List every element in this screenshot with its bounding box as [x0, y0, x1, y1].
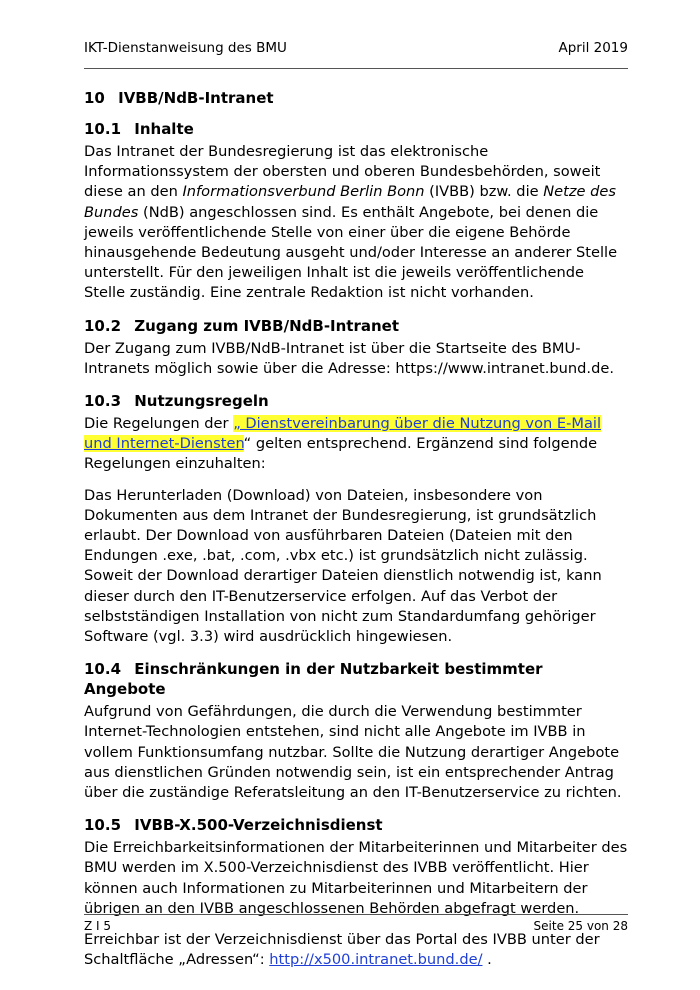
text-run: Das Intranet der Bundesregierung ist das elektronische Informationssystem der obersten und oberen Bundesbehörden, soweit diese an den	[84, 143, 601, 201]
section-10-5-heading	[84, 815, 629, 835]
section-title: IVBB/NdB-Intranet	[118, 89, 274, 107]
section-10-5-paragraph-2	[84, 930, 629, 970]
footer-page-number: Seite 25 von 28	[533, 919, 628, 933]
header-document-title: IKT-Dienstanweisung des BMU	[84, 40, 287, 56]
italic-term-ivbb: Informationsverbund Berlin Bonn	[182, 183, 425, 201]
italic-term-ndb: Netze des Bundes	[84, 183, 616, 221]
section-title: Nutzungsregeln	[134, 392, 269, 411]
section-10-5-paragraph-1: Die Erreichbarkeitsinformationen der Mitarbeiterinnen und Mitarbeiter des BMU werden im X.500-Verzeichnisdienst des IVBB veröffentlicht. Hier können auch Informationen zu Mitarbeiterinnen und Mitarbeitern der übrigen an den IVBB angeschlossenen Behörden abgefragt werden.	[84, 839, 628, 917]
section-10-heading	[84, 88, 629, 108]
section-10-3-paragraph-2: Das Herunterladen (Download) von Dateien, insbesondere von Dokumenten aus dem Intranet der Bundesregierung, ist grundsätzlich erlaubt. Der Download von ausführbaren Dateien (Dateien mit den Endungen .exe, .bat, .com, .vbx etc.) ist grundsätzlich nicht zulässig. Soweit der Download derartiger Dateien dienstlich notwendig ist, kann dieser durch den IT-Benutzerservice erfolgen. Auf das Verbot der selbstständigen Installation von nicht zum Standardumfang gehöriger Software (vgl. 3.3) wird ausdrücklich hingewiesen.	[84, 486, 602, 646]
section-10-3-paragraph-1	[84, 414, 629, 475]
section-10-1-paragraph	[84, 142, 629, 304]
dienstvereinbarung-link[interactable]: „ Dienstvereinbarung über die Nutzung von E-Mail und Internet-Diensten	[84, 415, 602, 453]
text-run: Die Regelungen der	[84, 415, 234, 433]
section-10-4-heading	[84, 659, 629, 699]
section-10-2-paragraph: Der Zugang zum IVBB/NdB-Intranet ist über die Startseite des BMU-Intranets möglich sowie über die Adresse: https://www.intranet.bund.de.	[84, 339, 614, 377]
text-run: .	[482, 951, 492, 969]
section-10-3-heading	[84, 391, 629, 411]
text-run: “ gelten entsprechend. Ergänzend sind folgende Regelungen einzuhalten:	[84, 435, 598, 473]
section-number: 10.3	[84, 392, 122, 411]
page-content	[84, 88, 629, 971]
section-number: 10.4	[84, 660, 122, 679]
page-header	[84, 38, 628, 69]
section-10-1-heading	[84, 119, 629, 139]
section-title: Zugang zum IVBB/NdB-Intranet	[134, 316, 400, 335]
section-title: IVBB-X.500-Verzeichnisdienst	[134, 816, 383, 835]
header-date: April 2019	[558, 40, 628, 56]
section-title: Einschränkungen in der Nutzbarkeit bestimmter Angebote	[84, 660, 543, 699]
section-number: 10.1	[84, 120, 122, 138]
text-run: Erreichbar ist der Verzeichnisdienst über das Portal des IVBB unter der Schaltfläche „Adressen“:	[84, 931, 600, 969]
section-10-4-paragraph: Aufgrund von Gefährdungen, die durch die Verwendung bestimmter Internet-Technologien entstehen, sind nicht alle Angebote im IVBB in vollem Funktionsumfang nutzbar. Sollte die Nutzung derartiger Angebote aus dienstlichen Gründen notwendig sein, ist ein entsprechender Antrag über die zuständige Referatsleitung an den IT-Benutzerservice zu richten.	[84, 703, 622, 802]
section-number: 10.5	[84, 816, 122, 835]
section-number: 10.2	[84, 316, 122, 335]
text-run: (NdB) angeschlossen sind. Es enthält Angebote, bei denen die jeweils veröffentlichende Stelle von einer über die eigene Behörde hinausgehende Bedeutung ausgeht und/oder Interesse an anderer Stelle unterstellt. Für den jeweiligen Inhalt ist die jeweils veröffentlichende Stelle zuständig. Eine zentrale Redaktion ist nicht vorhanden.	[84, 203, 618, 302]
x500-directory-link[interactable]: http://x500.intranet.bund.de/	[269, 951, 483, 969]
text-run: (IVBB) bzw. die	[424, 183, 544, 201]
section-number: 10	[84, 89, 105, 107]
section-10-2-heading	[84, 316, 629, 336]
page-footer	[84, 914, 628, 933]
section-title: Inhalte	[134, 120, 194, 138]
footer-department: Z I 5	[84, 919, 112, 933]
